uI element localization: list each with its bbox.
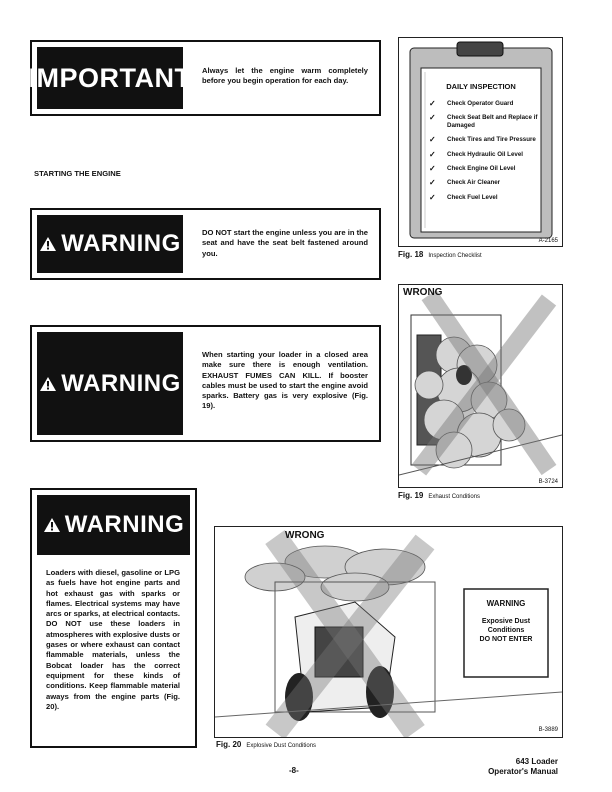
dust-warning-sign: WARNING Exposive Dust Conditions DO NOT ENTER [479, 599, 533, 643]
warning-banner: WARNING [37, 495, 190, 555]
warning-triangle-icon [39, 236, 57, 252]
warning-notice-seat [30, 208, 381, 280]
checkmark-icon: ✓ [429, 113, 436, 123]
section-heading: STARTING THE ENGINE [34, 169, 121, 178]
page-number: -8- [289, 766, 299, 775]
wrong-label: WRONG [285, 530, 325, 541]
figure-18 [398, 37, 563, 247]
warning-triangle-icon [43, 517, 61, 533]
warning-ventilation-text: When starting your loader in a closed area make sure there is enough ventilation. EXHAUST FUMES CAN KILL. If booster cables must be used to start the engine avoid sparks. Battery gas is very explosive (Fig. 19). [202, 350, 368, 411]
figure-18-caption: Fig. 18 Inspection Checklist [398, 250, 482, 259]
warning-banner: WARNING [37, 332, 183, 435]
warning-notice-ventilation [30, 325, 381, 442]
footer-manual: Operator's Manual [488, 767, 558, 776]
checklist-item: ✓ Check Seat Belt and Replace if Damaged [429, 113, 538, 129]
checkmark-icon: ✓ [429, 178, 436, 188]
important-text: Always let the engine warm completely before you begin operation for each day. [202, 66, 368, 86]
important-notice [30, 40, 381, 116]
warning-seat-text: DO NOT start the engine unless you are in the seat and have the seat belt fastened around you. [202, 228, 368, 258]
checklist-item: ✓ Check Operator Guard [429, 99, 514, 108]
figure-code: B-3889 [538, 727, 558, 733]
figure-19-caption: Fig. 19 Exhaust Conditions [398, 491, 481, 500]
checklist-item: ✓ Check Fuel Level [429, 192, 498, 202]
checklist-item: ✓ Check Hydraulic Oil Level [429, 149, 523, 159]
checkmark-icon: ✓ [429, 135, 436, 145]
checkmark-icon: ✓ [429, 192, 436, 202]
checklist-title: DAILY INSPECTION [446, 82, 516, 91]
warning-explosive-text: Loaders with diesel, gasoline or LPG as fuels have hot engine parts and hot exhaust gas with sparks or flames. Electrical systems may have arcs or sparks, at electrical contacts. DO NOT use these loaders in atmospheres with explosive dusts or gases or where exhaust can contact flammable materials, unless the Bobcat loader has the correct equipment for these kinds of conditions. Keep flammable material aways from the engine parts (Fig. 20). [46, 568, 180, 711]
warning-banner: WARNING [37, 215, 183, 273]
checklist-item: ✓ Check Engine Oil Level [429, 164, 516, 174]
checklist-item: ✓ Check Tires and Tire Pressure [429, 135, 536, 145]
figure-19 [398, 284, 563, 488]
figure-code: A-2165 [538, 238, 558, 244]
checkmark-icon: ✓ [429, 149, 436, 159]
checkmark-icon: ✓ [429, 99, 436, 108]
checklist [429, 100, 541, 208]
warning-triangle-icon [39, 376, 57, 392]
figure-20-caption: Fig. 20 Explosive Dust Conditions [216, 740, 317, 749]
checkmark-icon: ✓ [429, 164, 436, 174]
exhaust-illustration [399, 285, 562, 487]
warning-notice-explosive [30, 488, 197, 748]
figure-20 [214, 526, 563, 738]
important-banner: IMPORTANT [37, 47, 183, 109]
checklist-item: ✓ Check Air Cleaner [429, 178, 501, 188]
figure-code: B-3724 [538, 479, 558, 485]
footer-model: 643 Loader [515, 757, 558, 766]
wrong-label: WRONG [403, 287, 443, 298]
